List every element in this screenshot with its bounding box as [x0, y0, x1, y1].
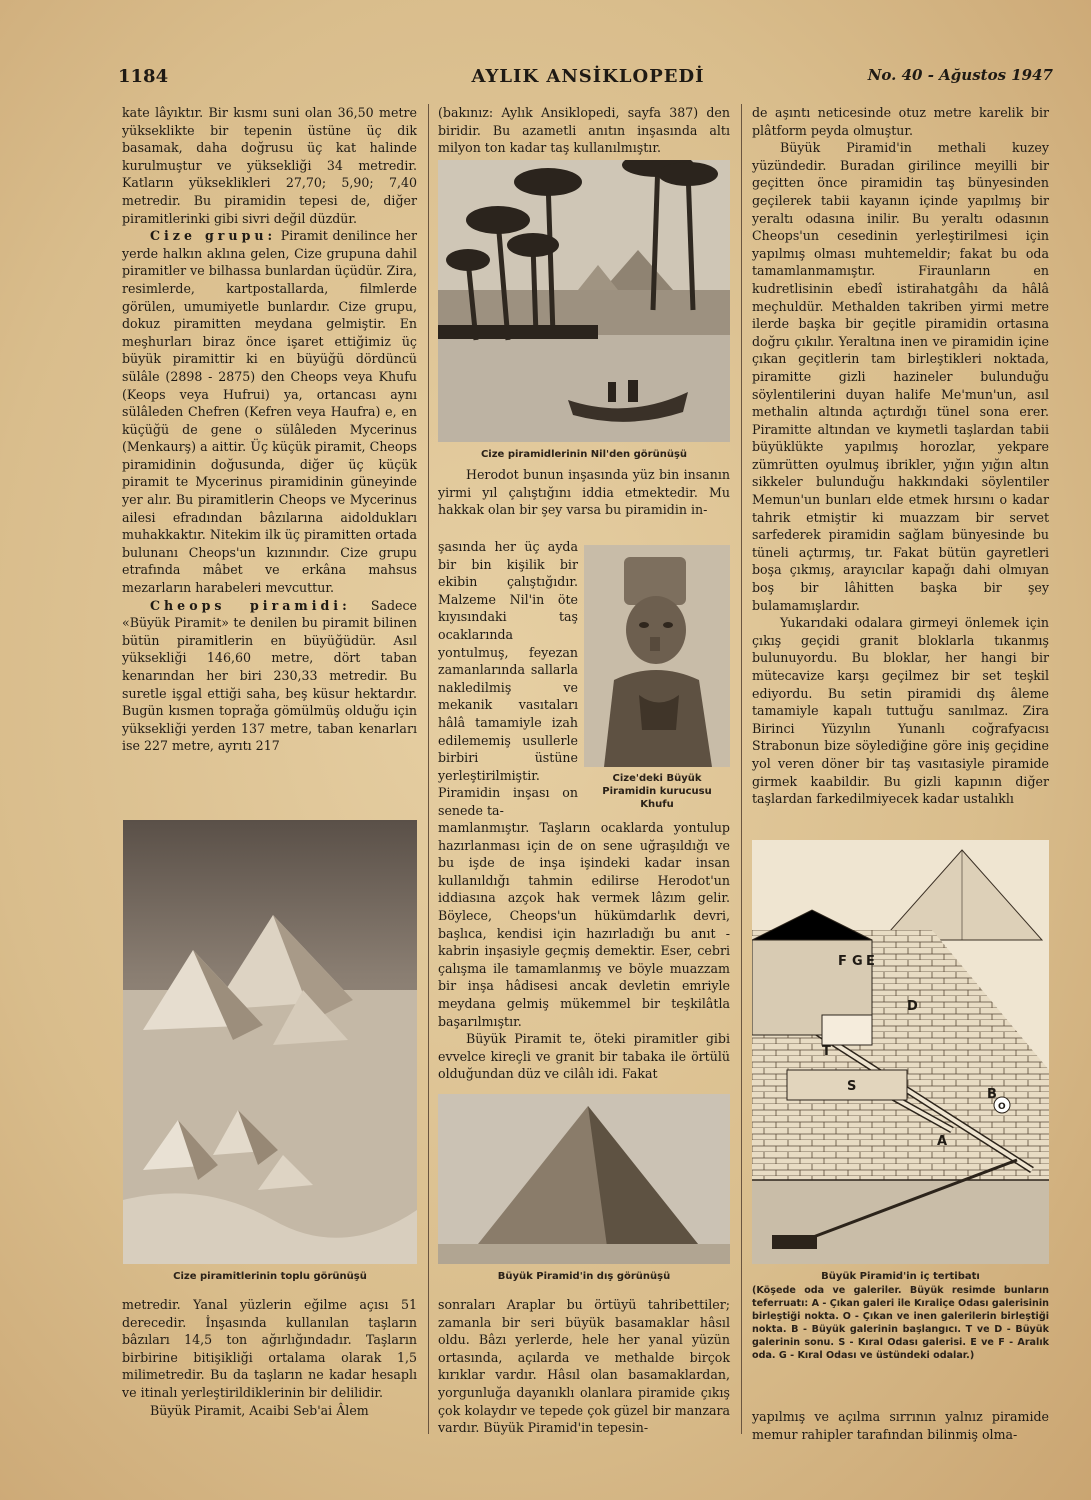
- column-2-middle: [438, 819, 730, 1083]
- col2-paragraph-4: sonraları Araplar bu örtüyü tahribettiler; zamanla bir seri büyük basamaklar hâsıl oldu. Bâzı yerlerde, hele her yanal yüzün ortasında, açılarda ve methalde birçok kırıklar vardır. Hâsıl olan basamaklardan, yorgunluğa dayanıklı olanlara piramide çıkış çok kolaydır ve tepede çok güzel bir manzara vardır. Büyük Piramid'in tepesin-: [438, 1297, 730, 1436]
- nile-palms-illustration: [438, 160, 730, 442]
- col1-paragraph-1: kate lâyıktır. Bir kısmı suni olan 36,50 metre yükseklikte bir tepenin üstüne üç dik basamak, daha doğrusu üç kat halinde kurulmuştur ve yüksekliği 34 metredir. Katların yükseklikleri 27,70; 5,90; 7,40 metredir. Bu piramidin tepesi de, diğer piramitlerinki gibi sivri değil düzdür.: [122, 105, 417, 226]
- diagram-label-e: E: [866, 954, 875, 969]
- col2-paragraph-2-top: Herodot bunun inşasında yüz bin insanın yirmi yıl çalıştığını iddia etmektedir. Mu hakkak olan bir şey varsa bu piramidin in-: [438, 467, 730, 518]
- page-header: [118, 66, 1053, 96]
- pyramid-exterior-photo: [438, 1094, 730, 1264]
- khufu-statue-photo: [584, 545, 730, 767]
- column-1-bottom: [122, 1296, 417, 1419]
- diagram-label-b: B: [987, 1087, 997, 1102]
- diagram-label-g: G: [852, 954, 863, 969]
- column-rule-1: [428, 104, 429, 1434]
- col1-paragraph-2: [122, 227, 417, 596]
- page-number: 1184: [118, 66, 169, 87]
- diagram-label-a: A: [937, 1134, 948, 1149]
- pyramid-exterior-illustration: [438, 1094, 730, 1264]
- column-2-bottom: [438, 1296, 730, 1437]
- col3-paragraph-1: de aşıntı neticesinde otuz metre karelik bir plâtform peyda olmuştur.: [752, 105, 1049, 138]
- nile-view-photo: [438, 160, 730, 442]
- diagram-label-f: F: [838, 954, 847, 969]
- caption-exterior: Büyük Piramid'in dış görünüşü: [497, 1271, 671, 1282]
- col1-paragraph-3-text: Sadece «Büyük Piramit» te denilen bu piramit bilinen bütün piramitlerin en büyüğüdür. Asıl yüksekliği 146,60 metre, dört taban kenarından her biri 230,33 metredir. Bu suretle işgal ettiği saha, beş küsur hektardır. Bugün kısmen toprağa gömülmüş olduğu için yüksekliği yerden 137 metre, taban kenarları ise 227 metre, ayrıtı 217: [122, 597, 417, 754]
- col3-paragraph-3: Yukarıdaki odalara girmeyi önlemek için çıkış geçidi granit bloklarla tıkanmış bulunuyordu. Bu bloklar, her hangi bir mütecavize karşı geçilmez bir set teşkil ediyordu. Bu setin piramidi dış âleme tamamiyle kapalı tuttuğu sanılmaz. Zira Birinci Yüzyılın Yunanlı coğrafyacısı Strabonun bize söylediğine göre iniş geçidine yol veren döner bir taş vasıtasiyle piramide girmek kaabildir. Bu gizli kapının diğer taşlardan farkedilmiyecek kadar ustalıklı: [752, 615, 1049, 807]
- column-3-bottom: [752, 1408, 1049, 1443]
- col1-paragraph-5: Büyük Piramit, Acaibi Seb'ai Âlem: [150, 1402, 369, 1418]
- pyramid-interior-diagram: [752, 840, 1049, 1264]
- col3-paragraph-2: Büyük Piramid'in methali kuzey yüzündedir. Buradan girilince meyilli bir geçitten önce piramidin taş bünyesinden geçilerek tabii kayanın içinde yapılmış bir yeraltı odasına inilir. Bu yeraltı odasının Cheops'un cesedinin yerleştirilmesi için yapılmış olması muhtemeldir; fakat bu oda tamamlanmamıştır. Firaunların en kudretlisinin ebedî istirahatgâhı da hâlâ meçhuldür. Methalden takriben yirmi metre ilerde başka bir geçitle piramidin ortasına doğru çıkılır. Yeraltına inen ve piramidin içine çıkan geçitlerin tam birleştikleri noktada, piramitte gizli hazineler bulunduğu söylentilerini duyan halife Me'mun'un, asıl methalin altında açtırdığı tünel sona erer. Piramitte altından ve kıymetli taşlardan tabii büyüklükte yapılmış horozlar, yekpare zümrütten oyulmuş ibrikler, yığın yığın altın sikkeler bulunduğu hakkındaki söylentiler Memun'un bunları elde etmek hırsını o kadar tahrik etmiştir ki muazzam bir servet sarfederek piramidin sağlam bünyesinde bu tüneli açtırmış, tır. Fakat bütün gayretleri boşa çıkmış, arayıcılar kapağı dahi olmıyan boş bir lâhitten başka bir şey bulamamışlardır.: [752, 140, 1049, 613]
- col1-paragraph-4: metredir. Yanal yüzlerin eğilme açısı 51 derecedir. İnşasında kullanılan taşların bâzıları 14,5 ton ağırlığındadır. Taşların birbirine bitişikliği ortalama olarak 1,5 milimetredir. Bu da taşların ne kadar hesaplı ve itinalı yerleştirildiklerinin bir delilidir.: [122, 1297, 417, 1400]
- caption-khufu: Cize'deki Büyük Piramidin kurucusu Khufu: [602, 773, 712, 810]
- column-2-top: [438, 104, 730, 157]
- cheops-heading: Cheops piramidi:: [150, 597, 351, 613]
- col1-paragraph-2-text: Piramit denilince her yerde halkın aklına gelen, Cize grupuna dahil piramitler ve bilhassa bunlardan üçüdür. Zira, resimlerde, kartpostallarda, filmlerde görülen, umumiyetle bunlardır. Cize grupu, dokuz piramitten meydana gelmiştir. En meşhurları biraz önce işaret ettiğimiz üç büyük piramittir ki en büyüğü dördüncü sülâle (2898 - 2875) den Cheops veya Khufu (Keops veya Hufrui) ya, ortancası aynı sülâleden Chefren (Kefren veya Haufra) e, en küçüğü de gene o sülâleden Mycerinus (Menkaurş) a aittir. Üç küçük piramit, Cheops piramidinin doğusunda, diğer üç küçük piramit te Mycerinus piramidinin güneyinde yer alır. Bu piramitlerin Cheops ve Mycerinus ailesi efradından bâzılarına aidoldukları muhakkaktır. Nitekim ilk üç piramitten ortada bulunanı Cheops'un kızınındır. Cize grupu etrafında mâbet ve erkâna mahsus mezarların harabeleri mevcuttur.: [122, 228, 417, 596]
- khufu-statue-illustration: [584, 545, 730, 767]
- diagram-label-t: T: [822, 1044, 831, 1059]
- col1-paragraph-3: [122, 597, 417, 755]
- diagram-label-o: O: [998, 1102, 1006, 1112]
- caption-interior-title: Büyük Piramid'in iç tertibatı: [821, 1271, 980, 1282]
- column-2-herodot-top: [438, 466, 730, 519]
- giza-group-illustration: [123, 820, 417, 1264]
- caption-interior-legend: (Köşede oda ve galeriler. Büyük resimde bunların teferruatı: A - Çıkan galeri ile Kıraliçe Odası galerisinin birleştiği nokta. O - Çıkan ve inen galerilerin birleştiği nokta. B - Büyük galerinin başlangıcı. T ve D - Büyük galerinin sonu. S - Kıral Odası galerisi. E ve F - Aralık oda. G - Kıral Odası ve üstündeki odalar.): [752, 1285, 1049, 1361]
- interior-cross-section: [752, 840, 1049, 1264]
- column-2-narrow-text: şasında her üç ayda bir bin kişilik bir ekibin çalıştığıdır. Malzeme Nil'in öte kıyısındaki taş ocaklarında yontulmuş, feyezan zamanlarında sallarla nakledilmiş ve mekanik vasıtaları hâlâ tamamiyle izah edilememiş usullerle birbiri üstüne yerleştirilmiştir. Piramidin inşası on senede ta-: [438, 539, 578, 818]
- col2-paragraph-3: Büyük Piramit te, öteki piramitler gibi evvelce kireçli ve granit bir tabaka ile örtülü olduğundan düz ve cilâlı idi. Fakat: [438, 1031, 730, 1082]
- caption-nile-view: Cize piramidlerinin Nil'den görünüşü: [480, 449, 688, 460]
- giza-group-photo: [123, 820, 417, 1264]
- issue-info: No. 40 - Ağustos 1947: [867, 66, 1053, 84]
- col2-paragraph-2-rest: mamlanmıştır. Taşların ocaklarda yontulup hazırlanması için de on sene uğraşıldığı ve bu işde de inşa işindeki kadar insan kullanıldığı tahmin edilirse Herodot'un iddiasına azçok hak vermek lâzım gelir. Böylece, Cheops'un hükümdarlık devri, başlıca, kendisi için hazırladığı bu anıt - kabrin inşasiyle geçmiş demektir. Eser, cebri çalışma ile tamamlanmış ve böyle muazzam bir inşa hâdisesi ancak devletin emriyle meydana gelmiş mükemmel bir teşkilâtla başarılmıştır.: [438, 820, 730, 1029]
- column-1-top: [122, 104, 417, 755]
- diagram-label-d: D: [907, 999, 918, 1014]
- journal-title: AYLIK ANSİKLOPEDİ: [471, 66, 705, 87]
- caption-giza-group: Cize piramitlerinin toplu görünüşü: [173, 1271, 367, 1282]
- col3-paragraph-4: yapılmış ve açılma sırrının yalnız piramide memur rahipler tarafından bilinmiş olma-: [752, 1409, 1049, 1442]
- col2-paragraph-1: (bakınız: Aylık Ansiklopedi, sayfa 387) den biridir. Bu azametli anıtın inşasında altı milyon ton kadar taş kullanılmıştır.: [438, 105, 730, 156]
- column-rule-2: [741, 104, 742, 1434]
- column-3-top: [752, 104, 1049, 808]
- cize-group-heading: Cize grupu:: [150, 228, 277, 244]
- diagram-label-s: S: [847, 1079, 857, 1094]
